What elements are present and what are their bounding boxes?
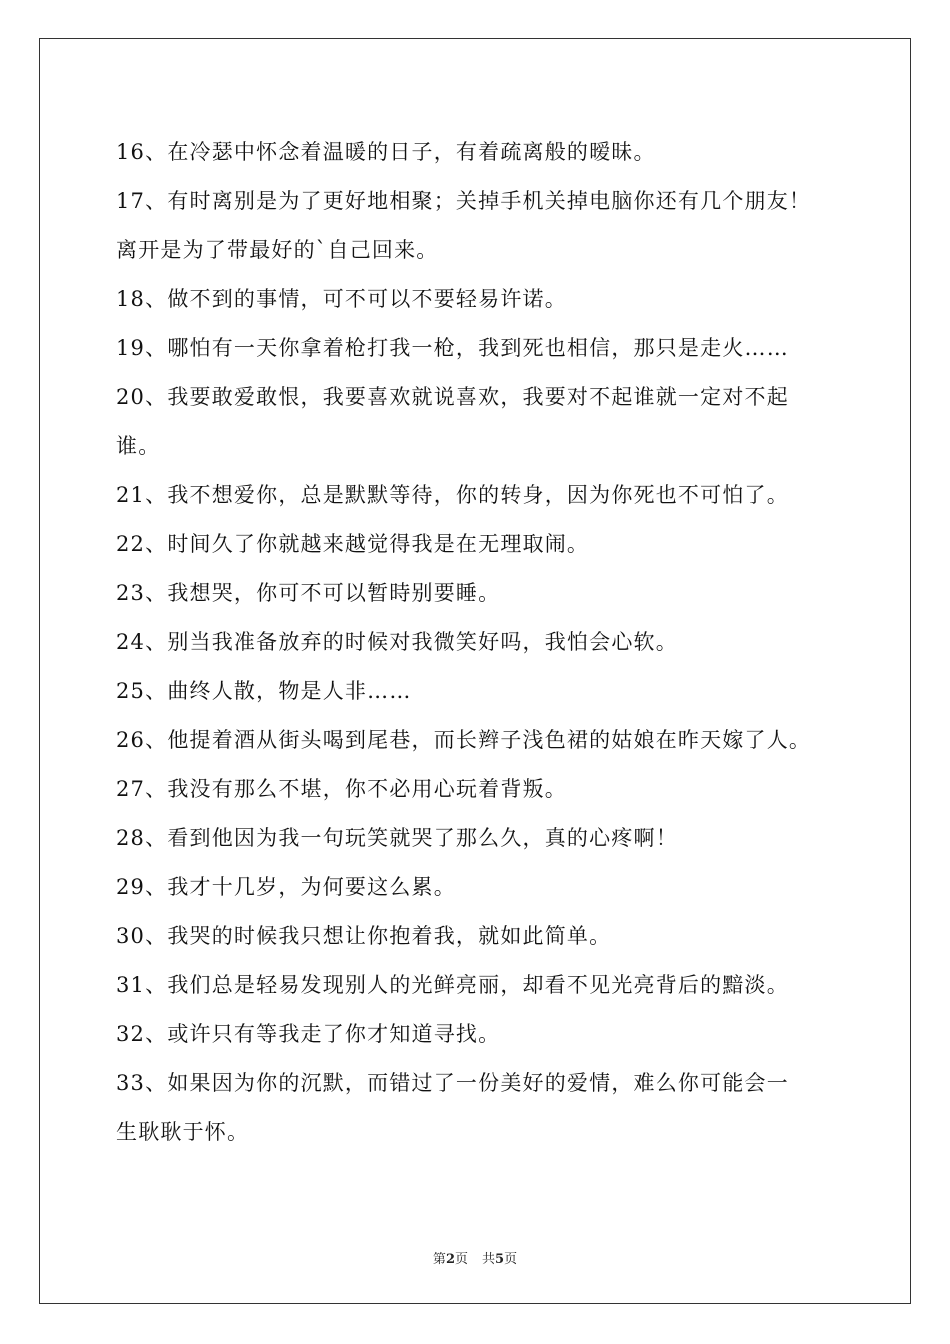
text-line: 28、看到他因为我一句玩笑就哭了那么久，真的心疼啊！	[116, 826, 678, 850]
text-line: 31、我们总是轻易发现别人的光鲜亮丽，却看不见光亮背后的黯淡。	[116, 973, 789, 997]
text-line: 20、我要敢爱敢恨，我要喜欢就说喜欢，我要对不起谁就一定对不起	[116, 385, 789, 409]
current-page-number: 2	[445, 1252, 455, 1267]
page-suffix: 页	[454, 1252, 468, 1267]
document-body	[116, 128, 846, 1157]
text-line: 谁。	[116, 434, 161, 458]
text-line: 29、我才十几岁，为何要这么累。	[116, 875, 456, 899]
text-line: 19、哪怕有一天你拿着枪打我一枪，我到死也相信，那只是走火……	[116, 336, 789, 360]
page-footer	[0, 1248, 950, 1267]
total-prefix: 共	[482, 1252, 496, 1267]
text-line: 18、做不到的事情，可不可以不要轻易许诺。	[116, 287, 567, 311]
page-prefix: 第	[432, 1252, 446, 1267]
text-line: 16、在冷瑟中怀念着温暖的日子，有着疏离般的暧昧。	[116, 140, 656, 164]
text-line: 26、他提着酒从街头喝到尾巷，而长辫子浅色裙的姑娘在昨天嫁了人。	[116, 728, 812, 752]
text-line: 33、如果因为你的沉默，而错过了一份美好的爱情，难么你可能会一	[116, 1071, 789, 1095]
text-line: 22、时间久了你就越来越觉得我是在无理取闹。	[116, 532, 590, 556]
text-line: 27、我没有那么不堪，你不必用心玩着背叛。	[116, 777, 567, 801]
total-suffix: 页	[504, 1252, 518, 1267]
text-line: 32、或许只有等我走了你才知道寻找。	[116, 1022, 501, 1046]
text-line: 24、别当我准备放弃的时候对我微笑好吗，我怕会心软。	[116, 630, 678, 654]
text-line: 生耿耿于怀。	[116, 1120, 250, 1144]
text-line: 17、有时离别是为了更好地相聚；关掉手机关掉电脑你还有几个朋友！	[116, 189, 812, 213]
text-line: 25、曲终人散，物是人非……	[116, 679, 412, 703]
text-line: 30、我哭的时候我只想让你抱着我，就如此简单。	[116, 924, 612, 948]
text-line: 离开是为了带最好的`自己回来。	[116, 238, 439, 262]
text-line: 23、我想哭，你可不可以暂時别要睡。	[116, 581, 501, 605]
total-page-number: 5	[495, 1252, 505, 1267]
text-line: 21、我不想爱你，总是默默等待，你的转身，因为你死也不可怕了。	[116, 483, 789, 507]
